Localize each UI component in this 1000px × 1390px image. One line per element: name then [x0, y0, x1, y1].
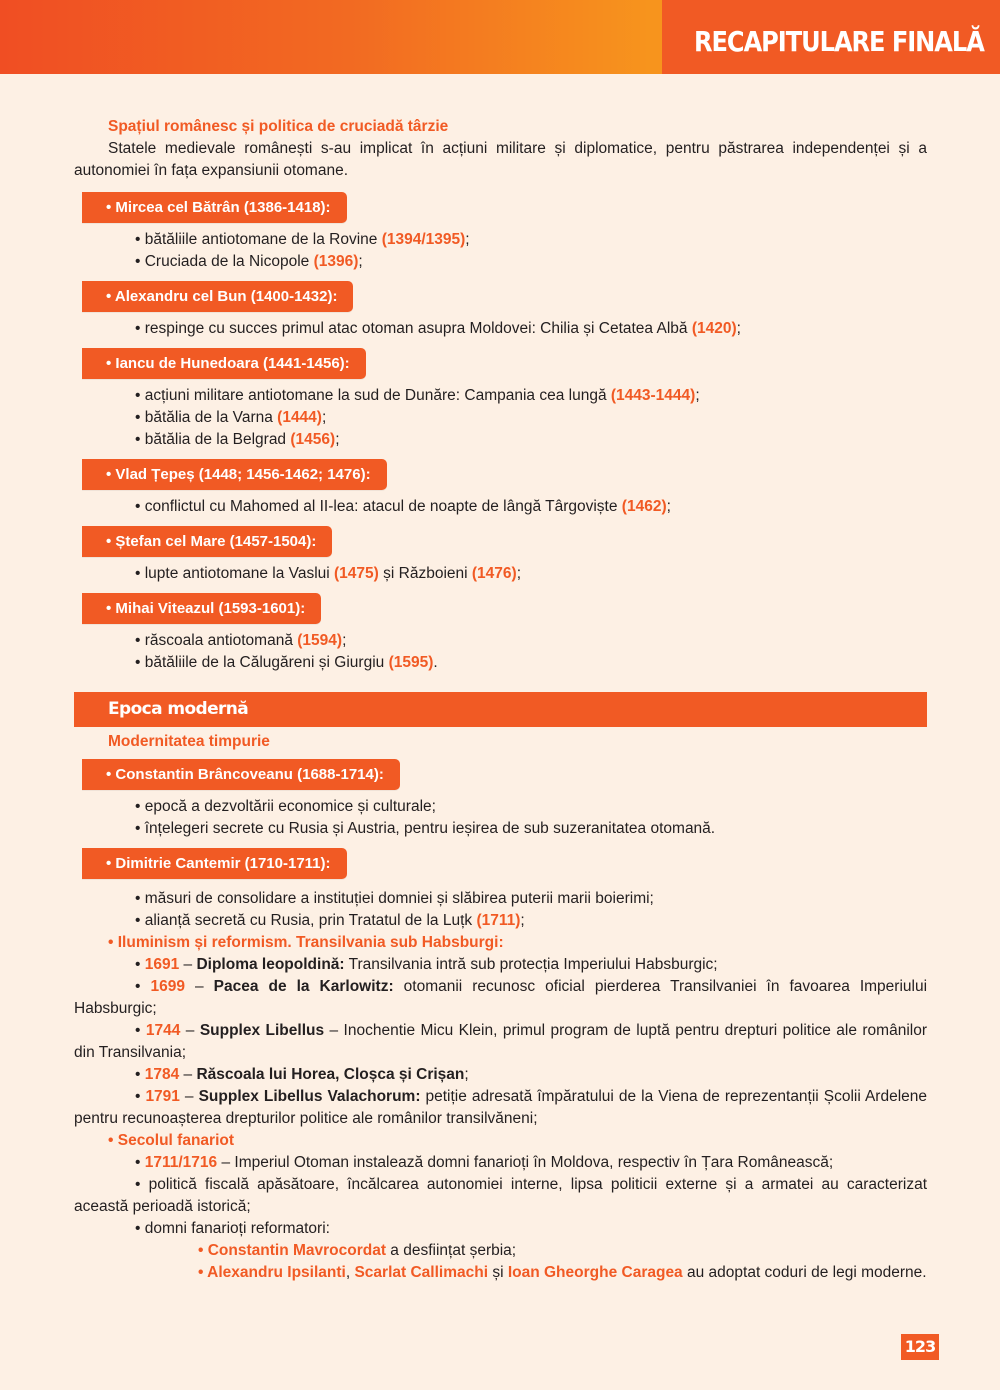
iluminism-heading: • Iluminism și reformism. Transilvania sub Habsburgi:: [108, 934, 504, 951]
intro-paragraph: Statele medievale românești s-au implicat în acțiuni militare și diplomatice, pentru păstrarea independenței și a autonomiei în fața expansiunii otomane.: [74, 140, 927, 179]
ruler-block: [74, 348, 927, 451]
rulers-list: [74, 192, 927, 674]
ruler-label: • Iancu de Hunedoara (1441-1456):: [82, 348, 366, 379]
list-item: • bătăliile antiotomane de la Rovine (1394/1395);: [135, 231, 470, 248]
ruler-label: • Constantin Brâncoveanu (1688-1714):: [82, 759, 400, 790]
list-item: • bătălia de la Belgrad (1456);: [135, 431, 340, 448]
ruler-block: [74, 526, 927, 585]
event-item: • 1691 – Diploma leopoldină: Transilvania intră sub protecția Imperiului Habsburgic;: [135, 956, 718, 973]
list-item: • înțelegeri secrete cu Rusia și Austria, pentru ieșirea de sub suzeranitatea otomană.: [135, 820, 716, 837]
event-item: • 1699 – Pacea de la Karlowitz: otomanii recunosc oficial pierderea Transilvaniei în favoarea Imperiului Habsburgic;: [74, 978, 928, 1017]
modern-rulers-list: [74, 759, 927, 932]
ruler-block: [74, 459, 927, 518]
event-item: • 1744 – Supplex Libellus – Inochentie Micu Klein, primul program de luptă pentru drepturi politice ale românilor din Transilvania;: [74, 1022, 928, 1061]
event-item: • 1791 – Supplex Libellus Valachorum: petiție adresată împăratului de la Viena de reprezentanții Școlii Ardelene pentru recunoașterea drepturilor politice ale românilor transilvăneni;: [74, 1088, 927, 1127]
ruler-label: • Alexandru cel Bun (1400-1432):: [82, 281, 353, 312]
fanariot-heading: • Secolul fanariot: [108, 1132, 235, 1149]
reformer-item: • Alexandru Ipsilanti, Scarlat Callimachi și Ioan Gheorghe Caragea au adoptat coduri de legi moderne.: [198, 1264, 927, 1281]
page-number: 123: [901, 1334, 939, 1360]
list-item: • conflictul cu Mahomed al II-lea: atacul de noapte de lângă Târgoviște (1462);: [135, 498, 671, 515]
list-item: • măsuri de consolidare a instituției domniei și slăbirea puterii marii boierimi;: [135, 890, 654, 907]
ruler-block: [74, 759, 927, 840]
event-item: • domni fanarioți reformatori:: [135, 1220, 330, 1237]
chapter-title: RECAPITULARE FINALĂ: [662, 0, 1000, 74]
list-item: • acțiuni militare antiotomane la sud de Dunăre: Campania cea lungă (1443-1444);: [135, 387, 700, 404]
list-item: • epocă a dezvoltării economice și culturale;: [135, 798, 436, 815]
list-item: • lupte antiotomane la Vaslui (1475) și Războieni (1476);: [135, 565, 521, 582]
event-item: • politică fiscală apăsătoare, încălcarea autonomiei interne, lipsa politicii externe și a armatei au caracterizat această perioadă istorică;: [74, 1176, 927, 1215]
list-item: • respinge cu succes primul atac otoman asupra Moldovei: Chilia și Cetatea Albă (1420);: [135, 320, 741, 337]
ruler-label: • Vlad Țepeș (1448; 1456-1462; 1476):: [82, 459, 387, 490]
era-heading-bar: Epoca modernă: [74, 692, 927, 727]
main-content: [74, 116, 927, 1284]
list-item: • Cruciada de la Nicopole (1396);: [135, 253, 363, 270]
reformer-item: • Constantin Mavrocordat a desființat șerbia;: [198, 1242, 517, 1259]
event-item: • 1784 – Răscoala lui Horea, Cloșca și Crișan;: [135, 1066, 469, 1083]
ruler-label: • Ștefan cel Mare (1457-1504):: [82, 526, 332, 557]
ruler-label: • Mihai Viteazul (1593-1601):: [82, 593, 321, 624]
ruler-block: [74, 281, 927, 340]
list-item: • răscoala antiotomană (1594);: [135, 632, 347, 649]
event-item: • 1711/1716 – Imperiul Otoman instalează domni fanarioți în Moldova, respectiv în Țara Românească;: [135, 1154, 834, 1171]
list-item: • bătăliile de la Călugăreni și Giurgiu (1595).: [135, 654, 438, 671]
section-heading: Spațiul românesc și politica de cruciadă târzie: [108, 118, 449, 135]
era-subheading: Modernitatea timpurie: [108, 733, 270, 750]
ruler-block: [74, 848, 927, 932]
ruler-label: • Mircea cel Bătrân (1386-1418):: [82, 192, 347, 223]
ruler-block: [74, 593, 927, 674]
ruler-block: [74, 192, 927, 273]
list-item: • alianță secretă cu Rusia, prin Tratatul de la Luțk (1711);: [135, 912, 525, 929]
list-item: • bătălia de la Varna (1444);: [135, 409, 327, 426]
ruler-label: • Dimitrie Cantemir (1710-1711):: [82, 848, 347, 879]
